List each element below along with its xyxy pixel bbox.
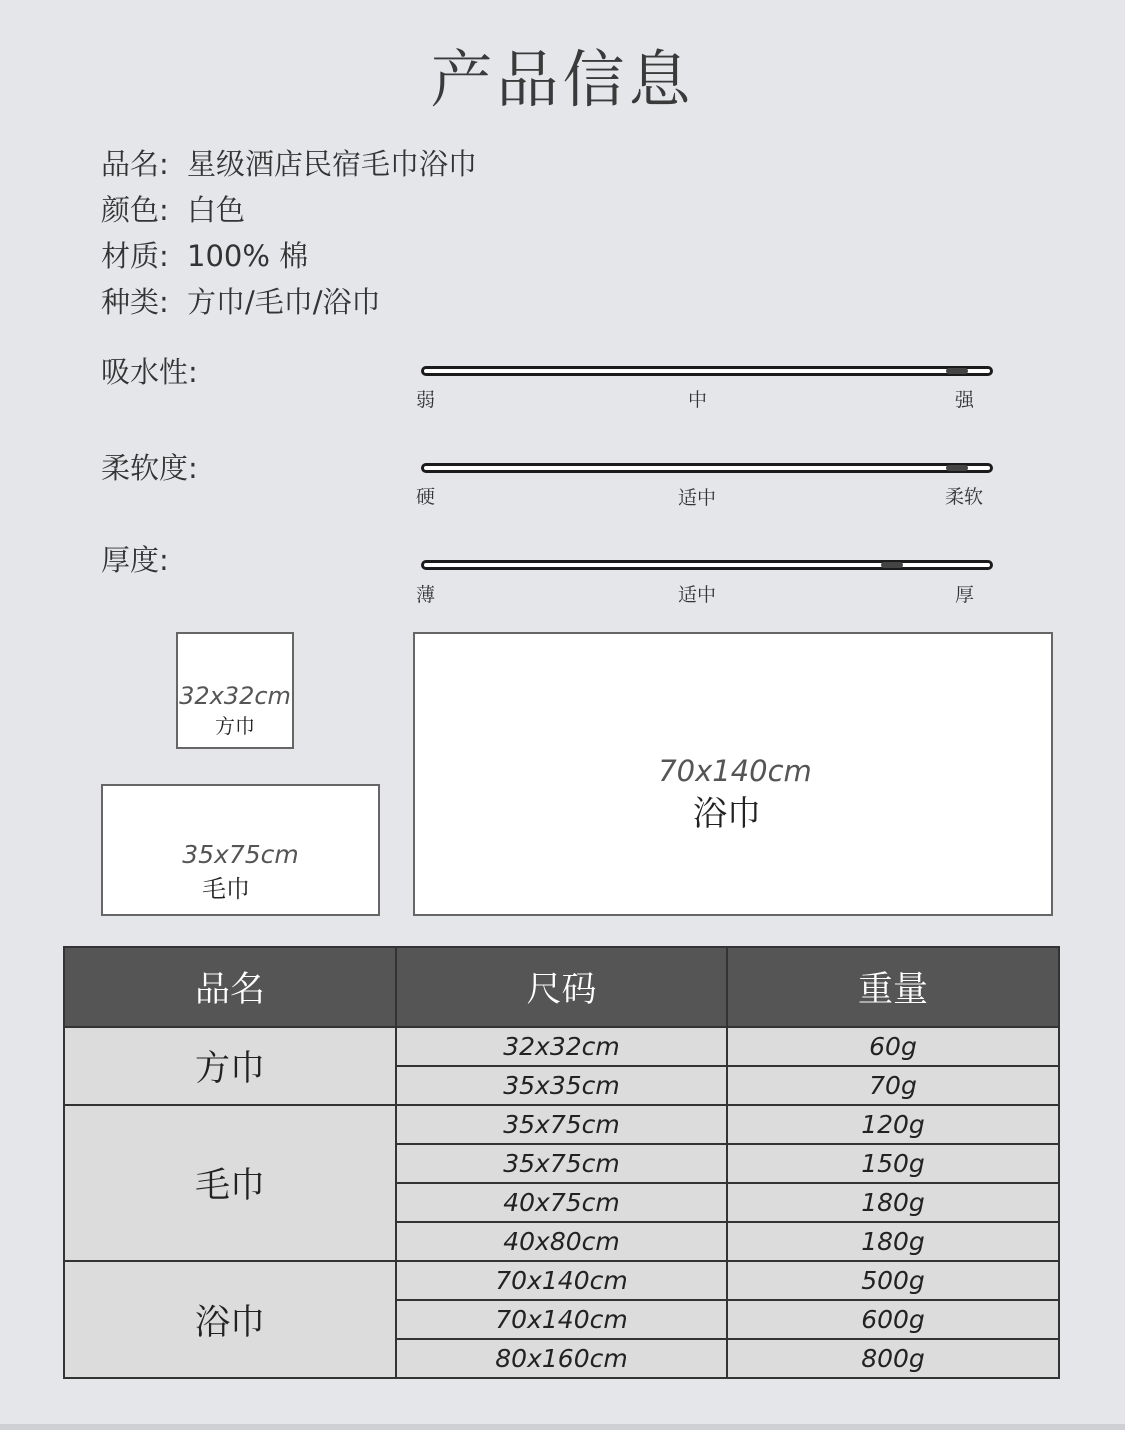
info-key: 种类: <box>101 285 169 319</box>
size-label: 32x32cm <box>179 682 291 710</box>
size-cell: 70x140cm <box>396 1261 727 1300</box>
size-cell: 32x32cm <box>396 1027 727 1066</box>
table-row <box>64 1105 1059 1144</box>
table-header-row <box>64 947 1059 1027</box>
hand-towel-box <box>101 784 380 916</box>
towel-name: 浴巾 <box>693 794 761 834</box>
tick-mid: 中 <box>688 389 708 411</box>
spec-table <box>63 946 1060 1379</box>
size-cell: 35x75cm <box>396 1144 727 1183</box>
info-value: 星级酒店民宿毛巾浴巾 <box>187 147 478 181</box>
tick-high: 厚 <box>955 584 975 606</box>
size-cell: 35x35cm <box>396 1066 727 1105</box>
table-row <box>64 1027 1059 1066</box>
tick-low: 弱 <box>416 389 436 411</box>
tick-low: 硬 <box>416 486 436 508</box>
weight-cell: 150g <box>727 1144 1059 1183</box>
size-cell: 40x80cm <box>396 1222 727 1261</box>
bottom-divider <box>0 1424 1125 1430</box>
tick-low: 薄 <box>416 584 436 606</box>
absorbency-bar <box>421 366 993 376</box>
weight-cell: 180g <box>727 1222 1059 1261</box>
size-cell: 70x140cm <box>396 1300 727 1339</box>
category-cell: 浴巾 <box>64 1261 396 1378</box>
towel-name: 毛巾 <box>202 875 250 903</box>
thickness-label: 厚度: <box>101 543 169 577</box>
weight-cell: 800g <box>727 1339 1059 1378</box>
info-key: 品名: <box>101 147 169 181</box>
size-cell: 40x75cm <box>396 1183 727 1222</box>
category-cell: 毛巾 <box>64 1105 396 1261</box>
weight-cell: 70g <box>727 1066 1059 1105</box>
tick-mid: 适中 <box>678 487 717 509</box>
header-size: 尺码 <box>396 947 727 1027</box>
level-marker <box>946 465 968 471</box>
header-weight: 重量 <box>727 947 1059 1027</box>
level-marker <box>881 562 903 568</box>
info-color <box>101 188 245 229</box>
size-cell: 80x160cm <box>396 1339 727 1378</box>
bath-towel-box <box>413 632 1053 916</box>
weight-cell: 120g <box>727 1105 1059 1144</box>
weight-cell: 60g <box>727 1027 1059 1066</box>
size-cell: 35x75cm <box>396 1105 727 1144</box>
towel-name: 方巾 <box>215 714 255 738</box>
tick-high: 强 <box>955 389 975 411</box>
size-label: 70x140cm <box>658 754 812 788</box>
info-value: 白色 <box>187 193 246 227</box>
info-key: 颜色: <box>101 193 169 227</box>
weight-cell: 500g <box>727 1261 1059 1300</box>
softness-label: 柔软度: <box>101 451 198 485</box>
category-cell: 方巾 <box>64 1027 396 1105</box>
weight-cell: 180g <box>727 1183 1059 1222</box>
info-product-name <box>101 142 477 183</box>
header-name: 品名 <box>64 947 396 1027</box>
absorbency-label: 吸水性: <box>101 355 198 389</box>
info-value: 100% 棉 <box>187 239 309 273</box>
square-towel-box <box>176 632 294 749</box>
info-type <box>101 280 381 321</box>
thickness-bar <box>421 560 993 570</box>
softness-bar <box>421 463 993 473</box>
size-label: 35x75cm <box>182 840 299 869</box>
page-title: 产品信息 <box>430 43 695 116</box>
tick-high: 柔软 <box>945 486 984 508</box>
weight-cell: 600g <box>727 1300 1059 1339</box>
table-row <box>64 1261 1059 1300</box>
info-value: 方巾/毛巾/浴巾 <box>187 285 381 319</box>
info-material <box>101 234 308 275</box>
info-key: 材质: <box>101 239 169 273</box>
level-marker <box>946 368 968 374</box>
tick-mid: 适中 <box>678 584 717 606</box>
